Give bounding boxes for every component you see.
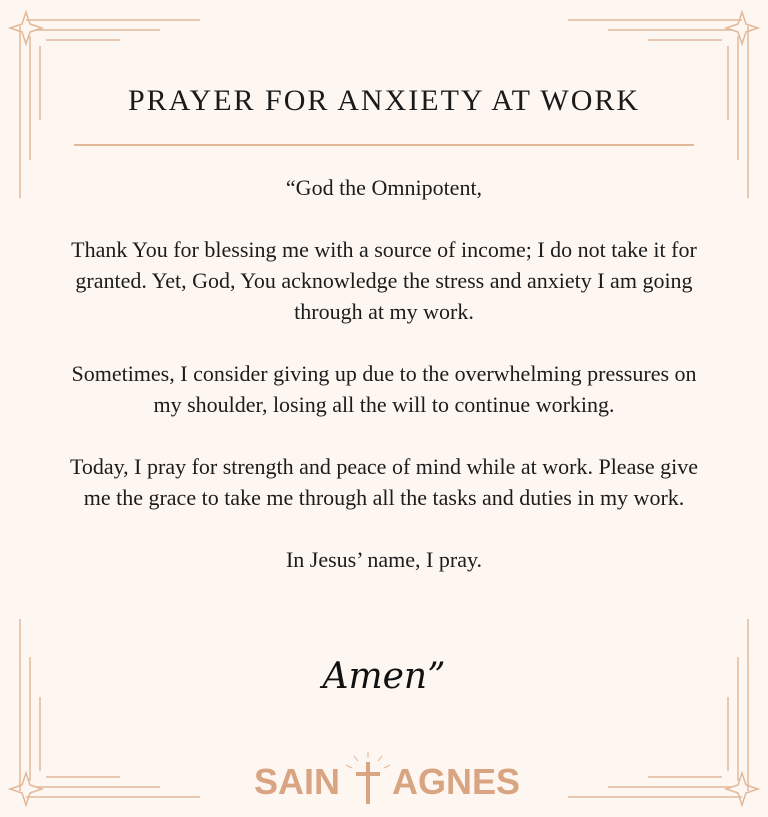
prayer-paragraph: Today, I pray for strength and peace of mind while at work. Please give me the grace to take me through all the tasks and duties in my work. [69,454,699,510]
title-divider [74,144,694,146]
logo-text-left: SAIN [253,761,340,802]
page-title: PRAYER FOR ANXIETY AT WORK [127,84,641,117]
prayer-text [60,172,708,606]
saint-agnes-logo [0,752,768,812]
prayer-paragraph: In Jesus’ name, I pray. [285,547,483,572]
prayer-paragraph: “God the Omnipotent, [285,175,483,200]
prayer-paragraph: Thank You for blessing me with a source of income; I do not take it for granted. Yet, God, You acknowledge the stress and anxiety I am going through at my work. [71,237,697,324]
cross-icon [346,752,390,804]
closing-amen: Amen” [322,656,446,697]
logo-text-right: AGNES [392,761,521,802]
prayer-paragraph: Sometimes, I consider giving up due to the overwhelming pressures on my shoulder, losing all the will to continue working. [71,361,697,417]
